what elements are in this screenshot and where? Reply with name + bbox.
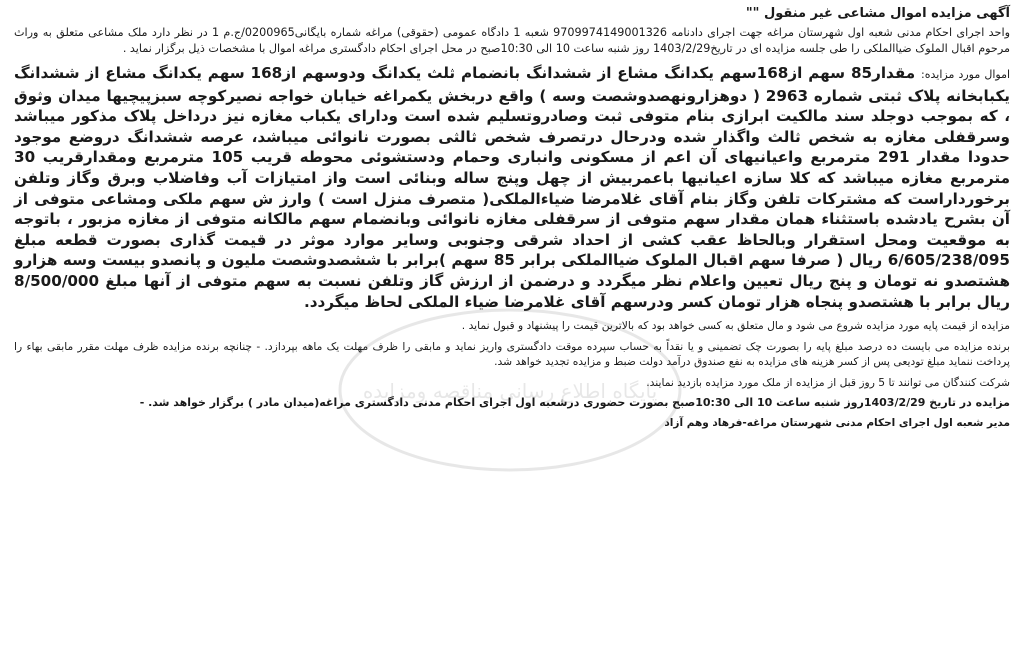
description-lead: اموال مورد مزایده: [921, 68, 1011, 81]
description-body: مقدار85 سهم از168سهم یکدانگ مشاع از ششدانگ بانضمام ثلث یکدانگ ودوسهم از168 سهم یکدانگ مشاع از ششدانگ یکبابخانه پلاک ثبتی شماره 2963 ( دوهزارونهصدوشصت وسه ) واقع دربخش یکمراغه خیابان خواجه نصیرکوچه سبزپیچیها میدان وثوق ، که بموجب دوجلد سند مالکیت ابرازی بنام متوفی ثبت وصادروتسلیم شده است ودارای یکباب مغازه نیز درداخل پلاک مذکور میباشد وسرقفلی مغازه به شخص ثالث واگذار شده ودرحال درتصرف شخص ثالثی بصورت نانوائی میباشد، عرصه ششدانگ دروضع موجود حدودا مقدار 291 مترمربع واعیانیهای آن اعم از مسکونی وانباری وحمام ودستشوئی محوطه قریب 105 مترمربع ومقدارقریب 30 مترمربع مغازه میباشد که کلا سازه اعیانیها باعمربیش از چهل وپنج ساله وبنائی است واز امتیازات آب وفاضلاب وبرق وگاز وتلفن برخورداراست که مشترکات تلفن وگاز بنام آقای غلامرضا ضیاءالملکی( متصرف منزل است ) وارز ش سهم ملکی ومشاعی متوفی از آن بشرح یادشده باستثناء همان مقدار سهم متوفی از سرقفلی مغازه نانوائی وبانضمام سهم مالکانه متوفی از مغازه مزبور ، باتوجه به موقعیت ومحل استقرار وبالحاظ عقب کشی از احداد شرقی وجنوبی وسایر موارد موثر در قیمت گذاری بصورت قطعه مبلغ 6/605/238/095 ریال ( صرفا سهم اقبال الملوک ضیاالملکی برابر 85 سهم )برابر با ششصدوشصت ملیون و پانصدو بیست وسه هزارو هشتصدو نه تومان و پنج ریال تعیین واعلام نظر میگردد و درضمن از ارزش گاز وتلفن نسبت به سهم متوفی از آنها مبلغ 8/500/000 ریال برابر با هشتصدو پنجاه هزار تومان کسر ودرسهم آقای غلامرضا ضیاء الملکی لحاظ میگردد. [14, 64, 1011, 311]
clause-1: مزایده از قیمت پایه مورد مزایده شروع می شود و مال متعلق به کسی خواهد بود که بالاترین قیمت را پیشنهاد و قبول نماید . [461, 319, 1010, 333]
notice-title: آگهی مزایده اموال مشاعی غیر منقول "" [745, 6, 1010, 21]
notice-intro: واحد اجرای احکام مدنی شعبه اول شهرستان مراغه جهت اجرای دادنامه 9709974149001326 شعبه 1 دادگاه عمومی (حقوقی) مراغه شماره بایگانی0200965/ج.م 1 در نظر دارد ملک مشاعی متعلق به وراث مرحوم اقبال الملوک ضیاالملکی را طی جلسه مزایده ای در تاریخ1403/2/29 روز شنبه ساعت 10 الی 10:30صبح در محل اجرای احکام دادگستری مراغه اموال با مشخصات ذیل برگزار نماید . [14, 26, 1010, 55]
signature-line: مدیر شعبه اول اجرای احکام مدنی شهرستان مراغه-فرهاد وهم آزاد [664, 417, 1010, 430]
auction-date-line: مزایده در تاریخ 1403/2/29روز شنبه ساعت 10 الی 10:30صبح بصورت حضوری درشعبه اول اجرای احکام مدنی دادگستری مراغه(میدان مادر ) برگزار خواهد شد. - [139, 396, 1010, 410]
watermark-text: پایگاه اطلاع رسانی مناقصه ومزایده [362, 379, 658, 403]
clause-2: برنده مزایده می بایست ده درصد مبلغ پایه را بصورت چک تضمینی و یا نقداً به حساب سپرده موقت دادگستری واریز نماید و مابقی را ظرف مهلت یک ماهه بپردازد. - چنانچه برنده مزایده ظرف مهلت مقرر مابقی بهاء را پرداخت ننماید مبلغ تودیعی پس از کسر هزینه های مزایده به نفع صندوق درآمد دولت ضبط و مزایده تجدید خواهد شد. [14, 339, 1010, 369]
auction-notice [14, 0, 1010, 655]
clause-3: شرکت کنندگان می توانند تا 5 روز قبل از مزایده از ملک مورد مزایده بازدید نمایند. [646, 375, 1010, 389]
property-description [14, 63, 1010, 312]
